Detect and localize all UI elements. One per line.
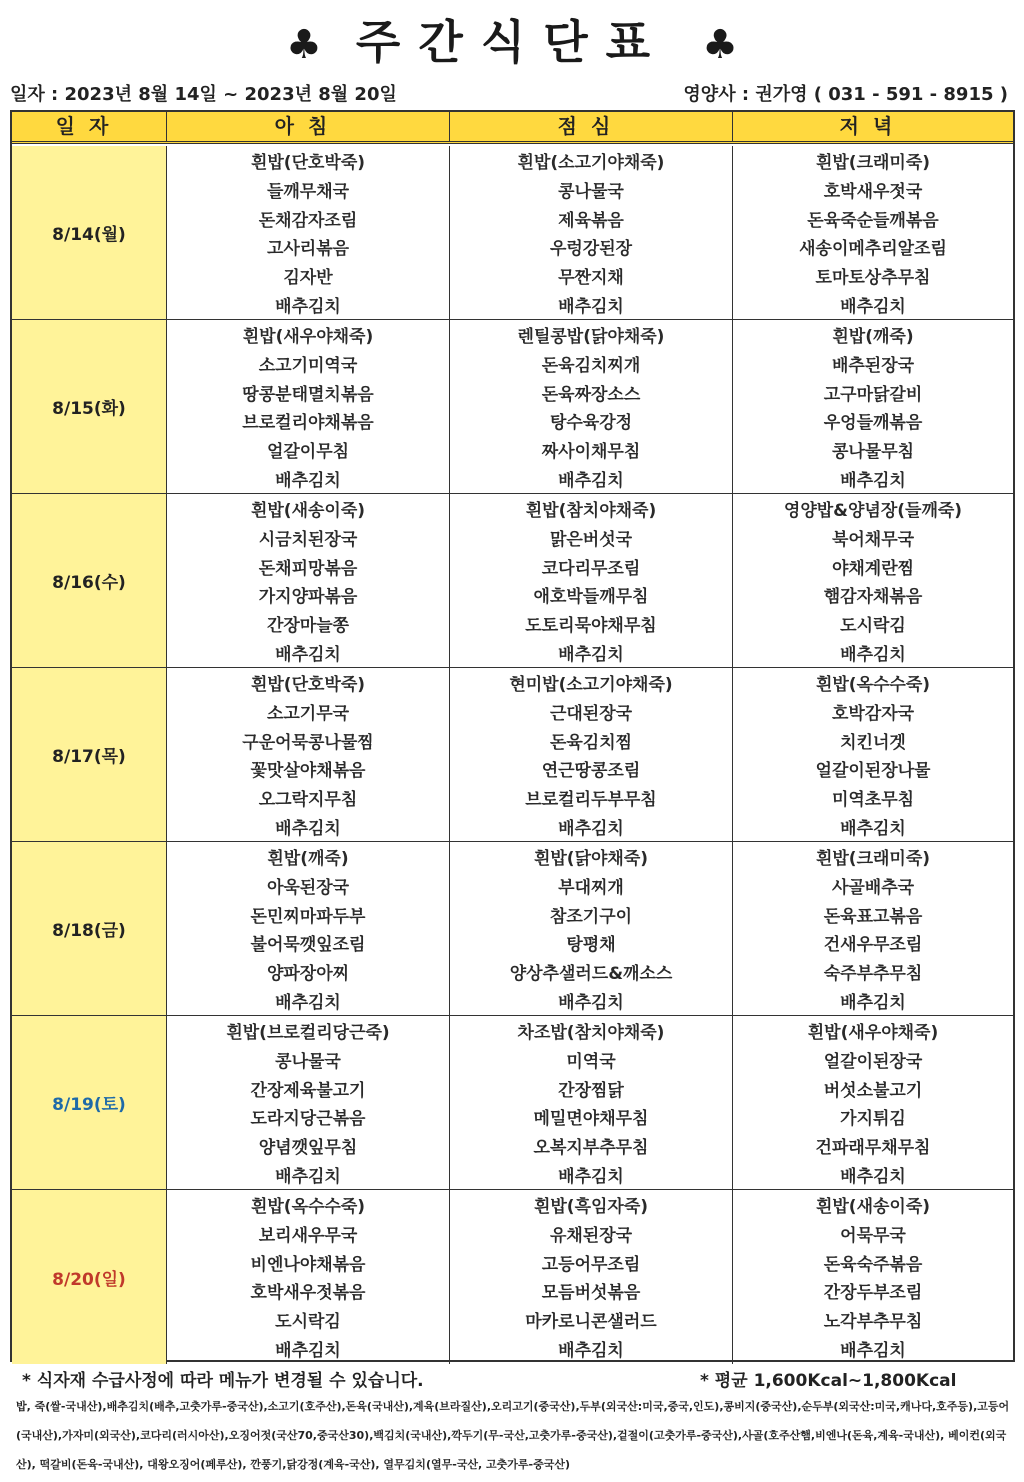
dish-item: 어묵무국 xyxy=(840,1225,906,1246)
day-label: 8/17(목) xyxy=(12,668,167,841)
dish-item: 도토리묵야채무침 xyxy=(525,616,657,637)
dish-item: 배추김치 xyxy=(840,1340,906,1361)
dish-item: 배추김치 xyxy=(840,296,906,317)
lunch-cell xyxy=(450,668,733,841)
dish-item: 간장제육불고기 xyxy=(250,1080,366,1101)
dish-item: 흰밥(옥수수죽) xyxy=(815,675,931,695)
dinner-cell xyxy=(733,842,1013,1015)
dish-item: 흰밥(단호박죽) xyxy=(250,153,366,173)
dish-item: 배추김치 xyxy=(275,296,341,317)
dish-item: 배추김치 xyxy=(558,1340,624,1361)
dish-item: 짜사이채무침 xyxy=(541,442,641,463)
dinner-cell xyxy=(733,494,1013,667)
dish-item: 도라지당근볶음 xyxy=(250,1109,366,1130)
dish-item: 연근땅콩조림 xyxy=(541,761,641,782)
table-header xyxy=(12,112,1013,144)
dish-item: 건새우무조림 xyxy=(823,935,923,956)
day-label: 8/19(토) xyxy=(12,1016,167,1189)
dinner-cell xyxy=(733,320,1013,493)
dish-item: 애호박들깨무침 xyxy=(533,587,649,608)
dish-item: 배추김치 xyxy=(558,818,624,839)
lunch-cell xyxy=(450,1016,733,1189)
dish-item: 아욱된장국 xyxy=(266,877,350,898)
dinner-cell xyxy=(733,1016,1013,1189)
dish-item: 불어묵깻잎조림 xyxy=(250,935,366,956)
dish-item: 돈육김치찜 xyxy=(549,732,633,753)
calorie-notice: * 평균 1,600Kcal~1,800Kcal xyxy=(700,1371,957,1391)
dish-item: 배추된장국 xyxy=(831,355,915,376)
dish-item: 간장마늘쫑 xyxy=(266,616,350,637)
table-row xyxy=(12,1190,1013,1364)
header-date: 일자 xyxy=(12,112,167,141)
dish-item: 돈채피망볶음 xyxy=(258,558,358,579)
dish-item: 흰밥(크래미죽) xyxy=(815,153,931,173)
dish-item: 브로컬리두부무침 xyxy=(525,790,657,811)
lunch-cell xyxy=(450,146,733,319)
table-row xyxy=(12,146,1013,320)
dish-item: 배추김치 xyxy=(275,644,341,665)
club-icon: ♣ xyxy=(702,22,738,68)
dish-item: 노각부추무침 xyxy=(823,1312,923,1333)
dish-item: 가지튀김 xyxy=(840,1109,906,1130)
dish-item: 탕수육강정 xyxy=(549,413,633,434)
dish-item: 숙주부추무침 xyxy=(823,964,923,985)
dish-item: 돈육김치찌개 xyxy=(541,355,641,376)
dish-item: 비엔나야채볶음 xyxy=(250,1254,366,1275)
dish-item: 소고기무국 xyxy=(266,703,350,724)
dish-item: 들깨무채국 xyxy=(266,181,350,202)
breakfast-cell xyxy=(167,320,450,493)
dish-item: 구운어묵콩나물찜 xyxy=(242,732,374,753)
dish-item: 소고기미역국 xyxy=(258,355,358,376)
title-text: 주간식단표 xyxy=(355,15,669,69)
dish-item: 흰밥(새송이죽) xyxy=(815,1197,931,1217)
dish-item: 렌틸콩밥(닭야채죽) xyxy=(517,327,665,347)
dish-item: 호박새우젓볶음 xyxy=(250,1283,366,1304)
table-row xyxy=(12,842,1013,1016)
menu-table xyxy=(10,110,1015,1362)
dish-item: 양파장아찌 xyxy=(266,964,350,985)
dish-item: 고등어무조림 xyxy=(541,1254,641,1275)
dish-item: 배추김치 xyxy=(840,992,906,1013)
dish-item: 배추김치 xyxy=(275,992,341,1013)
header-dinner: 저녁 xyxy=(839,114,907,138)
dish-item: 배추김치 xyxy=(275,1340,341,1361)
dish-item: 영양밥&양념장(들깨죽) xyxy=(783,501,963,521)
header-breakfast: 아침 xyxy=(167,112,450,141)
dish-item: 배추김치 xyxy=(558,644,624,665)
dish-item: 흰밥(브로컬리당근죽) xyxy=(226,1023,390,1043)
breakfast-cell xyxy=(167,1190,450,1364)
day-label: 8/15(화) xyxy=(12,320,167,493)
table-row xyxy=(12,1016,1013,1190)
dish-item: 흰밥(단호박죽) xyxy=(250,675,366,695)
dish-item: 토마토상추무침 xyxy=(815,268,931,289)
dish-item: 야채계란찜 xyxy=(831,558,915,579)
dish-item: 코다리무조림 xyxy=(541,558,641,579)
dish-item: 현미밥(소고기야채죽) xyxy=(509,675,673,695)
dish-item: 돈육표고볶음 xyxy=(823,906,923,927)
dish-item: 흰밥(닭야채죽) xyxy=(533,849,649,869)
breakfast-cell xyxy=(167,842,450,1015)
day-label: 8/20(일) xyxy=(12,1190,167,1364)
dish-item: 간장두부조림 xyxy=(823,1283,923,1304)
dish-item: 오복지부추무침 xyxy=(533,1138,649,1159)
dish-item: 배추김치 xyxy=(275,1166,341,1187)
dish-item: 마카로니콘샐러드 xyxy=(525,1312,657,1333)
dish-item: 콩나물국 xyxy=(275,1051,341,1072)
table-row xyxy=(12,320,1013,494)
day-label: 8/16(수) xyxy=(12,494,167,667)
club-icon: ♣ xyxy=(286,22,322,68)
dish-item: 흰밥(새송이죽) xyxy=(250,501,366,521)
page-title xyxy=(0,12,1024,72)
dish-item: 메밀면야채무침 xyxy=(533,1109,649,1130)
dish-item: 얼갈이무침 xyxy=(266,442,350,463)
dish-item: 미역초무침 xyxy=(831,790,915,811)
dish-item: 흰밥(깨죽) xyxy=(832,327,914,347)
dish-item: 돈육짜장소스 xyxy=(541,384,641,405)
dish-item: 새송이메추리알조림 xyxy=(799,239,947,260)
day-label: 8/14(월) xyxy=(12,146,167,319)
period-label: 일자 : 2023년 8월 14일 ~ 2023년 8월 20일 xyxy=(10,84,397,105)
dish-item: 북어채무국 xyxy=(831,529,915,550)
dinner-cell xyxy=(733,146,1013,319)
header-lunch: 점심 xyxy=(450,112,733,141)
lunch-cell xyxy=(450,320,733,493)
dish-item: 참조기구이 xyxy=(549,906,633,927)
dish-item: 콩나물국 xyxy=(558,181,624,202)
dish-item: 땅콩분태멸치볶음 xyxy=(242,384,374,405)
dish-item: 돈민찌마파두부 xyxy=(250,906,366,927)
dish-item: 배추김치 xyxy=(840,818,906,839)
dish-item: 미역국 xyxy=(566,1051,616,1072)
dish-item: 흰밥(옥수수죽) xyxy=(250,1197,366,1217)
dish-item: 배추김치 xyxy=(558,992,624,1013)
dish-item: 차조밥(참치야채죽) xyxy=(517,1023,665,1043)
dish-item: 근대된장국 xyxy=(549,703,633,724)
breakfast-cell xyxy=(167,494,450,667)
dish-item: 호박감자국 xyxy=(831,703,915,724)
dish-item: 오그락지무침 xyxy=(258,790,358,811)
origin-info: 밥, 죽(쌀-국내산),배추김치(배추,고춧가루-중국산),소고기(호주산),돈육(국내산),계육(브라질산),오리고기(중국산),두부(외국산:미국,중국,인도),콩비지(중국산),순두부(외국산:미국,캐나다,호주등),고등어(국내산),가자미(외국산),코다리(러시아산),오징어젓(국산70,중국산30),백김치(국내산),깍두기(무-국산,고춧가루-중국산),겉절이(고춧가루-중국산),사골(호주산햄,비엔나(돈육,계육-국내산), 베이컨(외국산), 떡갈비(돈육-국내산), 대왕오징어(페루산), 깐풍기,닭강정(계육-국산), 열무김치(열무-국산, 고춧가루-중국산) xyxy=(16,1400,1010,1471)
dish-item: 꽃맛살야채볶음 xyxy=(250,761,366,782)
dish-item: 돈육죽순들깨볶음 xyxy=(807,210,939,231)
dish-item: 얼갈이된장국 xyxy=(823,1051,923,1072)
dish-item: 보리새우무국 xyxy=(258,1225,358,1246)
table-row xyxy=(12,494,1013,668)
dish-item: 햄감자채볶음 xyxy=(823,587,923,608)
dish-item: 도시락김 xyxy=(840,616,906,637)
dish-item: 배추김치 xyxy=(840,1166,906,1187)
dish-item: 배추김치 xyxy=(840,644,906,665)
dish-item: 흰밥(깨죽) xyxy=(267,849,349,869)
lunch-cell xyxy=(450,1190,733,1364)
nutritionist-label: 영양사 : 권가영 ( 031 - 591 - 8915 ) xyxy=(683,84,1008,105)
dish-item: 건파래무채무침 xyxy=(815,1138,931,1159)
dish-item: 김자반 xyxy=(283,268,333,289)
table-row xyxy=(12,668,1013,842)
lunch-cell xyxy=(450,842,733,1015)
dish-item: 도시락김 xyxy=(275,1312,341,1333)
dinner-cell xyxy=(733,1190,1013,1364)
dish-item: 호박새우젓국 xyxy=(823,181,923,202)
dish-item: 고사리볶음 xyxy=(266,239,350,260)
dish-item: 탕평채 xyxy=(566,935,616,956)
dish-item: 맑은버섯국 xyxy=(549,529,633,550)
dish-item: 흰밥(흑임자죽) xyxy=(533,1197,649,1217)
breakfast-cell xyxy=(167,668,450,841)
dish-item: 배추김치 xyxy=(558,1166,624,1187)
dish-item: 우렁강된장 xyxy=(549,239,633,260)
dish-item: 돈육숙주볶음 xyxy=(823,1254,923,1275)
dish-item: 제육볶음 xyxy=(558,210,624,231)
dish-item: 배추김치 xyxy=(275,818,341,839)
dish-item: 치킨너겟 xyxy=(840,732,906,753)
dish-item: 간장찜닭 xyxy=(558,1080,624,1101)
breakfast-cell xyxy=(167,146,450,319)
day-label: 8/18(금) xyxy=(12,842,167,1015)
dish-item: 양념깻잎무침 xyxy=(258,1138,358,1159)
dish-item: 모듬버섯볶음 xyxy=(541,1283,641,1304)
dish-item: 흰밥(크래미죽) xyxy=(815,849,931,869)
dinner-cell xyxy=(733,668,1013,841)
dish-item: 돈채감자조림 xyxy=(258,210,358,231)
dish-item: 브로컬리야채볶음 xyxy=(242,413,374,434)
dish-item: 배추김치 xyxy=(275,470,341,491)
dish-item: 배추김치 xyxy=(840,470,906,491)
dish-item: 시금치된장국 xyxy=(258,529,358,550)
dish-item: 무짠지채 xyxy=(558,268,624,289)
breakfast-cell xyxy=(167,1016,450,1189)
dish-item: 유채된장국 xyxy=(549,1225,633,1246)
dish-item: 양상추샐러드&깨소스 xyxy=(509,964,673,985)
dish-item: 흰밥(참치야채죽) xyxy=(525,501,657,521)
dish-item: 사골배추국 xyxy=(831,877,915,898)
dish-item: 흰밥(소고기야채죽) xyxy=(517,153,665,173)
dish-item: 우엉들깨볶음 xyxy=(823,413,923,434)
lunch-cell xyxy=(450,494,733,667)
dish-item: 흰밥(새우야채죽) xyxy=(807,1023,939,1043)
dish-item: 콩나물무침 xyxy=(831,442,915,463)
change-notice: * 식자재 수급사정에 따라 메뉴가 변경될 수 있습니다. xyxy=(22,1371,424,1391)
dish-item: 배추김치 xyxy=(558,296,624,317)
dish-item: 버섯소불고기 xyxy=(823,1080,923,1101)
dish-item: 부대찌개 xyxy=(558,877,624,898)
dish-item: 가지양파볶음 xyxy=(258,587,358,608)
dish-item: 고구마닭갈비 xyxy=(823,384,923,405)
dish-item: 얼갈이된장나물 xyxy=(815,761,931,782)
dish-item: 배추김치 xyxy=(558,470,624,491)
dish-item: 흰밥(새우야채죽) xyxy=(242,327,374,347)
